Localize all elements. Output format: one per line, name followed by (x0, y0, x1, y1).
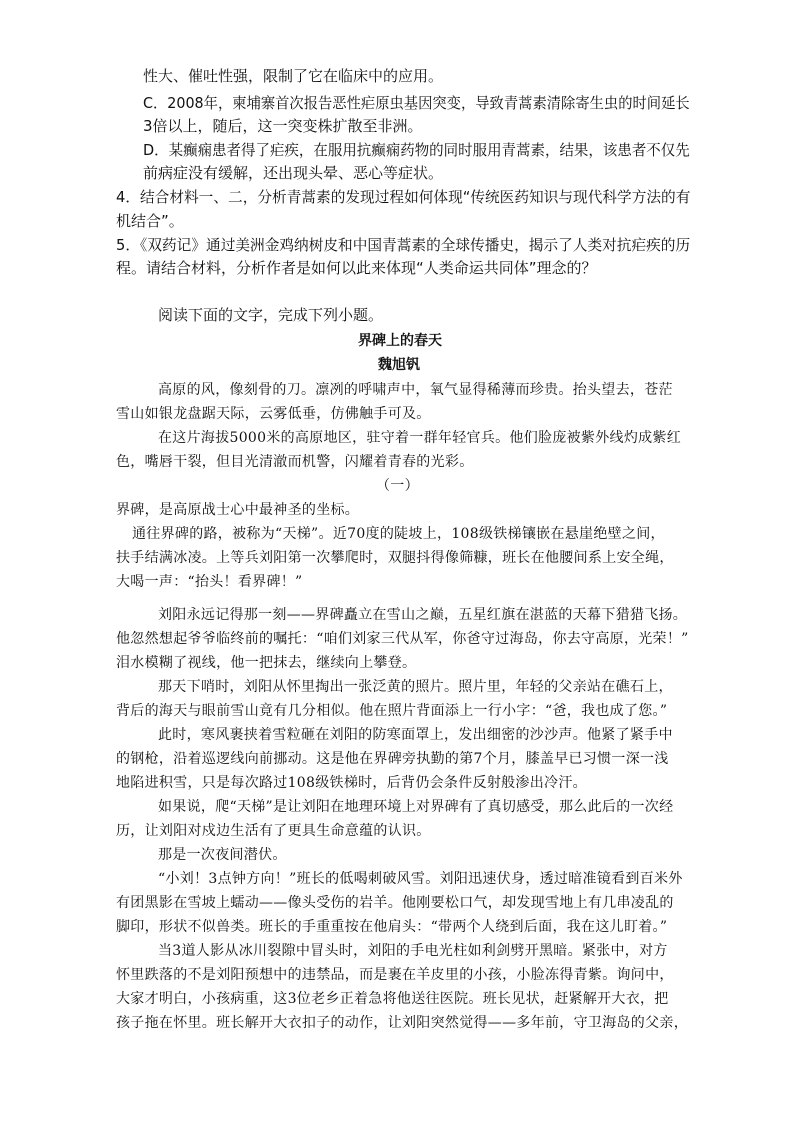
paragraph-line: 泪水模糊了视线，他一把抹去，继续向上攀登。 (116, 655, 417, 671)
option-c-line-2: 3倍以上，随后，这一突变株扩散至非洲。 (143, 117, 423, 135)
passage-title: 界碑上的春天 (358, 333, 442, 349)
paragraph-line: 雪山如银龙盘踞天际，云雾低垂，仿佛触手可及。 (116, 406, 431, 422)
paragraph-line: 历，让刘阳对戍边生活有了更具生命意蕴的认识。 (116, 823, 431, 839)
paragraph-line: 有团黑影在雪坡上蠕动——像头受伤的岩羊。他刚要松口气，却发现雪地上有几串凌乱的 (116, 895, 674, 911)
paragraph-line: 脚印，形状不似兽类。班长的手重重按在他肩头：“带两个人绕到后面，我在这儿盯着。” (116, 919, 668, 935)
paragraph-line: 高原的风，像刻骨的刀。凛冽的呼啸声中，氧气显得稀薄而珍贵。抬头望去，苍茫 (158, 382, 673, 398)
paragraph-line: 那天下哨时，刘阳从怀里掏出一张泛黄的照片。照片里，年轻的父亲站在礁石上， (158, 679, 673, 695)
passage-author: 魏旭钒 (378, 357, 420, 373)
paragraph-line: 那是一次夜间潜伏。 (158, 847, 287, 863)
paragraph-line: 他忽然想起爷爷临终前的嘱托：“咱们刘家三代从军，你爸守过海岛，你去守高原，光荣！” (116, 631, 689, 647)
question-5-line-1: 5．《双药记》通过美洲金鸡纳树皮和中国青蒿素的全球传播史，揭示了人类对抗疟疾的历 (116, 236, 691, 254)
paragraph-line: 怀里跌落的不是刘阳预想中的违禁品，而是裹在羊皮里的小孩，小脸冻得青紫。询问中， (116, 967, 674, 983)
option-d-line-2: 前病症没有缓解，还出现头晕、恶心等症状。 (143, 164, 444, 182)
paragraph-line: 在这片海拔5000米的高原地区，驻守着一群年轻官兵。他们脸庞被紫外线灼成紫红 (158, 430, 682, 446)
paragraph-line: 色，嘴唇干裂，但目光清澈而机警，闪耀着青春的光彩。 (116, 454, 474, 470)
question-4-line-2: 机结合”。 (116, 212, 184, 230)
paragraph-line: 通往界碑的路，被称为“天梯”。近70度的陡坡上，108级铁梯镶嵌在悬崖绝壁之间， (132, 526, 665, 542)
paragraph-line: 背后的海天与眼前雪山竟有几分相似。他在照片背面添上一行小字：“爸，我也成了您。” (116, 703, 668, 719)
paragraph-line: 地陷进积雪，只是每次路过108级铁梯时，后背仍会条件反射般渗出冷汗。 (116, 775, 587, 791)
paragraph-line: 的钢枪，沿着巡逻线向前挪动。这是他在界碑旁执勤的第7个月，膝盖早已习惯一深一浅 (116, 751, 669, 767)
section-marker: （一） (376, 478, 419, 494)
paragraph-line: 当3道人影从冰川裂隙中冒头时，刘阳的手电光柱如利剑劈开黑暗。紧张中，对方 (158, 943, 668, 959)
reading-instruction: 阅读下面的文字，完成下列小题。 (158, 306, 384, 324)
question-4-line-1: 4．结合材料一、二，分析青蒿素的发现过程如何体现“传统医药知识与现代科学方法的有 (116, 188, 691, 206)
paragraph-line: 扶手结满冰凌。上等兵刘阳第一次攀爬时，双腿抖得像筛糠，班长在他腰间系上安全绳， (116, 550, 674, 566)
option-d-line-1: D．某癫痫患者得了疟疾，在服用抗癫痫药物的同时服用青蒿素，结果，该患者不仅先 (143, 141, 690, 159)
option-c-line-1: C．2008年，柬埔寨首次报告恶性疟原虫基因突变，导致青蒿素清除寄生虫的时间延长 (143, 94, 690, 112)
paragraph-line: 大家才明白，小孩病重，这3位老乡正着急将他送往医院。班长见状，赶紧解开大衣，把 (116, 991, 669, 1007)
paragraph-line: 此时，寒风裹挟着雪粒砸在刘阳的防寒面罩上，发出细密的沙沙声。他紧了紧手中 (158, 727, 673, 743)
paragraph-line: 刘阳永远记得那一刻——界碑矗立在雪山之巅，五星红旗在湛蓝的天幕下猎猎飞扬。 (158, 607, 688, 623)
paragraph-line: 大喝一声：“抬头！看界碑！” (116, 574, 303, 590)
paragraph-line: 孩子拖在怀里。班长解开大衣扣子的动作，让刘阳突然觉得——多年前，守卫海岛的父亲， (116, 1015, 688, 1031)
paragraph-line: 界碑，是高原战士心中最神圣的坐标。 (116, 502, 360, 518)
paragraph-line: “小刘！3点钟方向！”班长的低喝刺破风雪。刘阳迅速伏身，透过暗准镜看到百米外 (158, 871, 683, 887)
option-b-continuation: 性大、催吐性强，限制了它在临床中的应用。 (143, 67, 444, 85)
question-5-line-2: 程。请结合材料，分析作者是如何以此来体现“人类命运共同体”理念的？ (116, 259, 597, 277)
paragraph-line: 如果说，爬“天梯”是让刘阳在地理环境上对界碑有了真切感受，那么此后的一次经 (158, 799, 674, 815)
